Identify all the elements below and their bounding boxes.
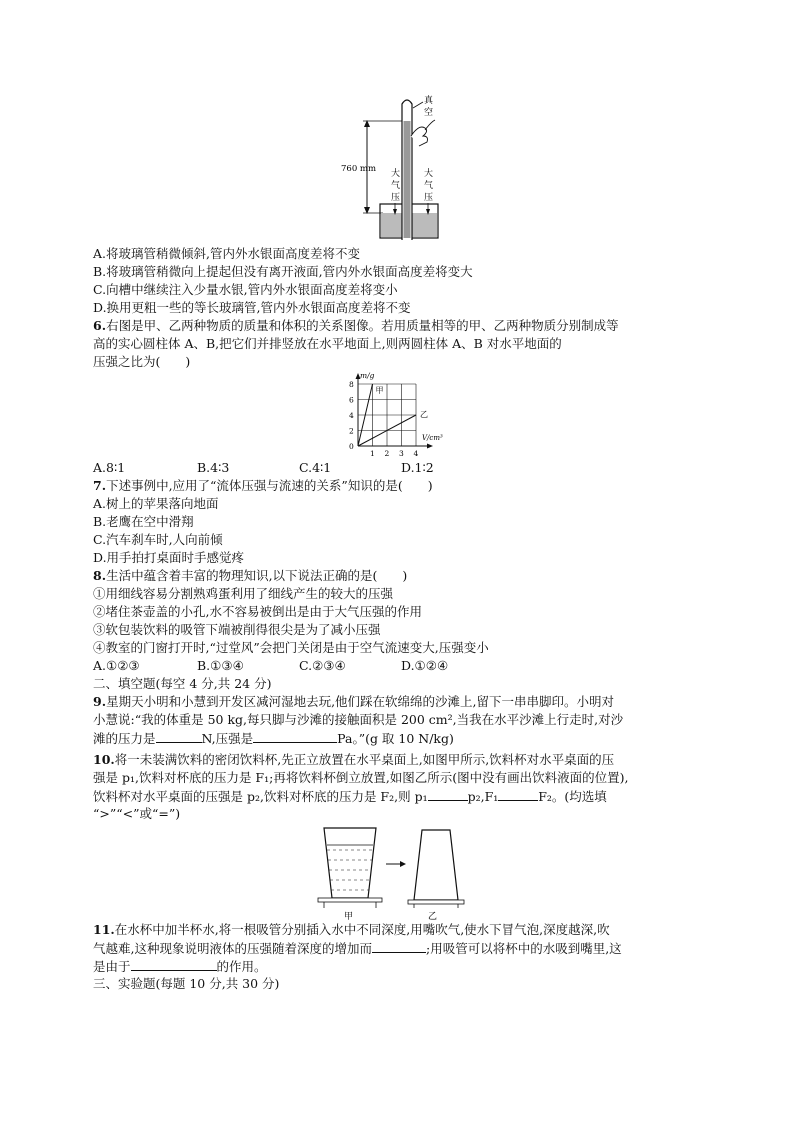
q9-text-3b: N,压强是 bbox=[201, 731, 254, 746]
q11-text-3b: 的作用。 bbox=[216, 959, 267, 974]
vacuum-label-1: 真 bbox=[424, 96, 434, 106]
atm-in-1: 大 bbox=[391, 169, 401, 179]
q10-text-1: 将一未装满饮料的密闭饮料杯,先正立放置在水平桌面上,如图甲所示,饮料杯对水平桌面的压 bbox=[114, 752, 615, 767]
q5-option-c: C.向槽中继续注入少量水银,管内外水银面高度差将变小 bbox=[93, 282, 398, 297]
q6-option-b: B.4∶3 bbox=[197, 460, 230, 475]
q9-text-3c: Pa。”(g 取 10 N/kg) bbox=[337, 731, 454, 746]
x-tick-label: 4 bbox=[413, 449, 419, 458]
atm-out-2: 气 bbox=[424, 181, 434, 191]
q10-text-3c: F₂。(均选填 bbox=[538, 789, 607, 804]
mass-volume-chart bbox=[340, 368, 460, 460]
q10-number: 10. bbox=[93, 752, 115, 767]
q7-option-c: C.汽车刹车时,人向前倾 bbox=[93, 532, 223, 547]
q8-number: 8. bbox=[93, 568, 107, 583]
q8-options bbox=[93, 658, 448, 674]
barometer-figure bbox=[341, 92, 455, 250]
q5-option-d: D.换用更粗一些的等长玻璃管,管内外水银面高度差将不变 bbox=[93, 300, 411, 315]
q8-item-3: ③软包装饮料的吸管下端被削得很尖是为了减小压强 bbox=[93, 622, 381, 637]
q10-stem-3 bbox=[93, 788, 607, 805]
q11-text-2b: ;用吸管可以将杯中的水吸到嘴里,这 bbox=[425, 941, 622, 956]
q10-blank-p[interactable] bbox=[428, 788, 468, 801]
q8-item-2: ②堵住茶壶盖的小孔,水不容易被倒出是由于大气压强的作用 bbox=[93, 604, 422, 619]
y-axis-label: m/g bbox=[360, 371, 375, 380]
q10-stem-4: “>”“<”或“=”) bbox=[93, 806, 181, 821]
q7-number: 7. bbox=[93, 478, 107, 493]
x-tick-label: 3 bbox=[399, 449, 404, 458]
q9-stem-2: 小慧说:“我的体重是 50 kg,每只脚与沙滩的接触面积是 200 cm²,当我在水平沙滩上行走时,对沙 bbox=[93, 712, 624, 727]
q5-option-b: B.将玻璃管稍微向上提起但没有离开液面,管内外水银面高度差将变大 bbox=[93, 264, 473, 279]
q10-text-3a: 饮料杯对水平桌面的压强是 p₂,饮料对杯底的压力是 F₂,则 p₁ bbox=[93, 789, 428, 804]
q6-stem-3: 压强之比为( ) bbox=[93, 354, 191, 369]
q6-option-c: C.4∶1 bbox=[299, 460, 332, 475]
series-label-2: 乙 bbox=[420, 410, 428, 419]
x-axis-arrow bbox=[427, 444, 433, 449]
vacuum-label-2: 空 bbox=[424, 108, 434, 118]
x-axis-label: V/cm³ bbox=[422, 434, 443, 442]
q11-stem-3 bbox=[93, 958, 267, 975]
q8-text: 生活中蕴含着丰富的物理知识,以下说法正确的是( ) bbox=[106, 568, 408, 583]
q8-option-a: A.①②③ bbox=[93, 658, 140, 673]
height-label: 760 mm bbox=[341, 164, 377, 174]
q9-number: 9. bbox=[93, 694, 107, 709]
q8-option-c: C.②③④ bbox=[299, 658, 346, 673]
q6-option-d: D.1∶2 bbox=[401, 460, 434, 475]
q7-option-a: A.树上的苹果落向地面 bbox=[93, 496, 219, 511]
q6-number: 6. bbox=[93, 318, 107, 333]
series-label-1: 甲 bbox=[375, 386, 384, 395]
q10-blank-f[interactable] bbox=[498, 788, 538, 801]
x-tick-label: 1 bbox=[370, 449, 375, 458]
section-3-heading: 三、实验题(每题 10 分,共 30 分) bbox=[93, 976, 280, 991]
q9-stem-1 bbox=[93, 694, 614, 710]
q10-stem-2: 强是 p₁,饮料对杯底的压力是 F₁;再将饮料杯倒立放置,如图乙所示(图中没有画出饮料液面的位置), bbox=[93, 770, 629, 785]
atm-out-1: 大 bbox=[424, 169, 434, 179]
q11-text-2a: 气越难,这种现象说明液体的压强随着深度的增加而 bbox=[93, 941, 372, 956]
cup-figure bbox=[318, 820, 478, 922]
q9-text-1: 星期天小明和小慧到开发区减河湿地去玩,他们踩在软绵绵的沙滩上,留下一串串脚印。小明对 bbox=[106, 694, 615, 709]
y-tick-label: 4 bbox=[349, 411, 354, 420]
q7-stem bbox=[93, 478, 433, 494]
q11-stem-1 bbox=[93, 922, 610, 938]
q7-option-d: D.用手拍打桌面时手感觉疼 bbox=[93, 550, 245, 565]
q5-option-a: A.将玻璃管稍微倾斜,管内外水银面高度差将不变 bbox=[93, 246, 360, 261]
q8-stem bbox=[93, 568, 407, 584]
q11-text-3a: 是由于 bbox=[93, 959, 131, 974]
q9-text-3a: 滩的压力是 bbox=[93, 731, 156, 746]
y-tick-label: 8 bbox=[349, 380, 354, 389]
q10-text-3b: p₂,F₁ bbox=[467, 789, 499, 804]
q7-text: 下述事例中,应用了“流体压强与流速的关系”知识的是( ) bbox=[106, 478, 433, 493]
y-tick-label: 0 bbox=[349, 442, 354, 451]
section-2-heading: 二、填空题(每空 4 分,共 24 分) bbox=[93, 676, 272, 691]
atm-in-2: 气 bbox=[391, 181, 401, 191]
q6-stem-1 bbox=[93, 318, 619, 334]
atm-in-3: 压 bbox=[391, 193, 401, 203]
q6-stem-2: 高的实心圆柱体 A、B,把它们并排竖放在水平地面上,则两圆柱体 A、B 对水平地面的 bbox=[93, 336, 562, 351]
q11-number: 11. bbox=[93, 922, 115, 937]
q9-blank-pressure[interactable] bbox=[253, 730, 337, 743]
q10-stem-1 bbox=[93, 752, 614, 768]
q11-blank-cause[interactable] bbox=[131, 958, 217, 971]
q6-text-1: 右图是甲、乙两种物质的质量和体积的关系图像。若用质量相等的甲、乙两种物质分别制成等 bbox=[106, 318, 619, 333]
q11-text-1: 在水杯中加半杯水,将一根吸管分别插入水中不同深度,用嘴吹气,使水下冒气泡,深度越深,吹 bbox=[114, 922, 610, 937]
q6-option-a: A.8∶1 bbox=[93, 460, 126, 475]
q6-options bbox=[93, 460, 434, 476]
x-tick-label: 2 bbox=[384, 449, 390, 458]
q8-option-b: B.①③④ bbox=[197, 658, 244, 673]
q8-item-1: ①用细线容易分割熟鸡蛋利用了细线产生的较大的压强 bbox=[93, 586, 394, 601]
cup-label-b: 乙 bbox=[428, 912, 438, 922]
q7-option-b: B.老鹰在空中滑翔 bbox=[93, 514, 194, 529]
q8-option-d: D.①②④ bbox=[401, 658, 449, 673]
q9-blank-force[interactable] bbox=[156, 730, 202, 743]
atm-out-3: 压 bbox=[424, 193, 434, 203]
q11-blank-trend[interactable] bbox=[372, 940, 426, 953]
y-tick-label: 6 bbox=[349, 395, 354, 405]
q9-stem-3 bbox=[93, 730, 454, 747]
y-tick-label: 2 bbox=[349, 426, 354, 436]
q8-item-4: ④教室的门窗打开时,“过堂风”会把门关闭是由于空气流速变大,压强变小 bbox=[93, 640, 489, 655]
cup-label-a: 甲 bbox=[344, 912, 354, 922]
q11-stem-2 bbox=[93, 940, 622, 957]
